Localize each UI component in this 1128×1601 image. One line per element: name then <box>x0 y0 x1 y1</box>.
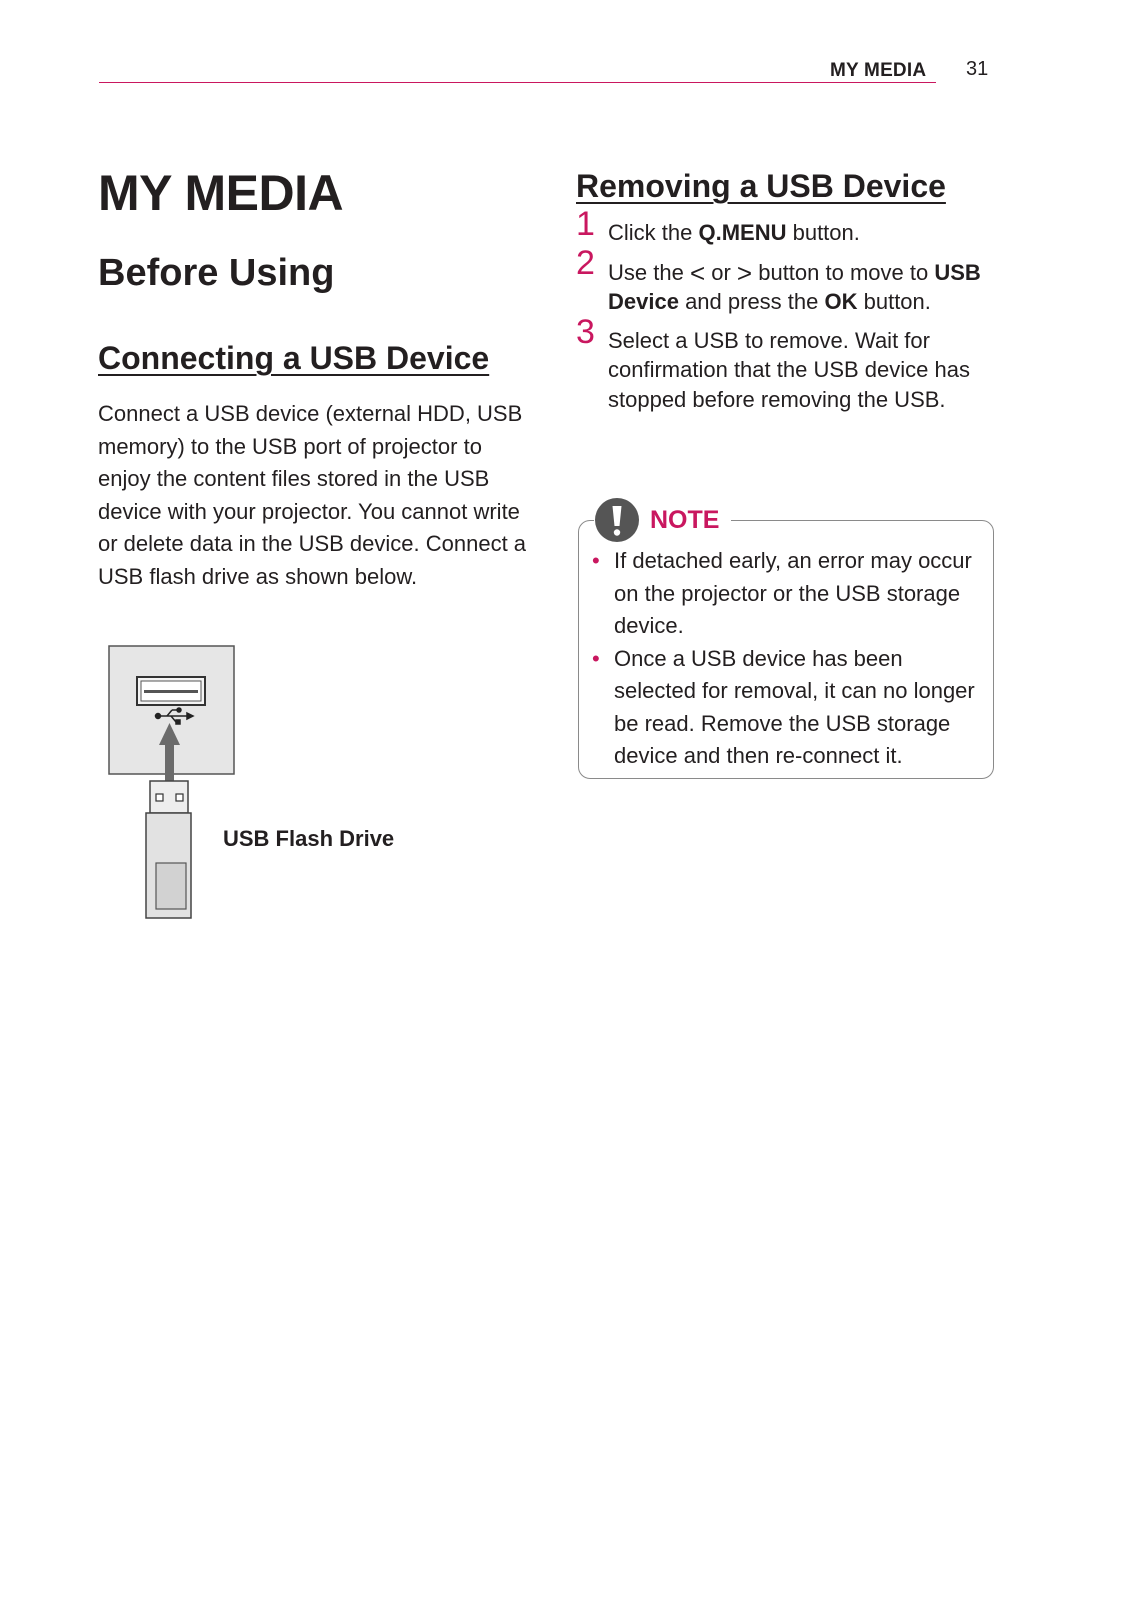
page-subtitle: Before Using <box>98 252 335 294</box>
step-text: button to move to <box>752 259 935 285</box>
step-number: 2 <box>576 243 595 282</box>
connecting-heading: Connecting a USB Device <box>98 340 490 376</box>
note-list <box>590 545 985 773</box>
header-section-title: MY MEDIA <box>830 60 927 81</box>
step-number: 3 <box>576 312 595 351</box>
step-text: Select a USB to remove. Wait for confirmation that the USB device has stopped before removing the USB. <box>608 327 970 412</box>
left-arrow-icon: < <box>689 257 706 288</box>
connecting-body: Connect a USB device (external HDD, USB memory) to the USB port of projector to enjoy the content files stored in the USB device with your projector. You cannot write or delete data in the USB device. Connect a USB flash drive as shown below. <box>98 401 527 589</box>
usb-device-menu-name: USB Device <box>608 259 981 314</box>
step-number: 1 <box>576 205 595 243</box>
exclamation-icon <box>594 497 640 543</box>
page-number: 31 <box>966 58 989 80</box>
note-item: • If detached early, an error may occur on the projector or the USB storage device. <box>590 545 985 643</box>
step-text: Use the <box>608 259 690 285</box>
step-2 <box>576 243 996 317</box>
ok-button-name: OK <box>824 289 858 314</box>
right-arrow-icon: > <box>736 257 753 288</box>
note-item: • Once a USB device has been selected for removal, it can no longer be read. Remove the USB storage device and then re-connect it. <box>590 643 985 773</box>
step-1 <box>576 205 996 248</box>
step-text: or <box>705 259 737 285</box>
step-text: and press the <box>678 289 825 314</box>
removing-steps <box>576 205 996 414</box>
step-text: button. <box>857 289 931 314</box>
step-3 <box>576 312 996 415</box>
qmenu-button-name: Q.MENU <box>698 220 787 245</box>
note-title: NOTE <box>650 505 720 534</box>
usb-flash-drive <box>146 781 191 918</box>
usb-flash-drive-label: USB Flash Drive <box>223 826 395 851</box>
removing-heading: Removing a USB Device <box>576 168 946 204</box>
note-header <box>594 495 731 545</box>
step-text: button. <box>786 220 860 245</box>
header-rule <box>99 82 936 83</box>
page-title: MY MEDIA <box>98 165 344 221</box>
step-text: Click the <box>608 220 699 245</box>
usb-connection-figure <box>108 645 238 920</box>
